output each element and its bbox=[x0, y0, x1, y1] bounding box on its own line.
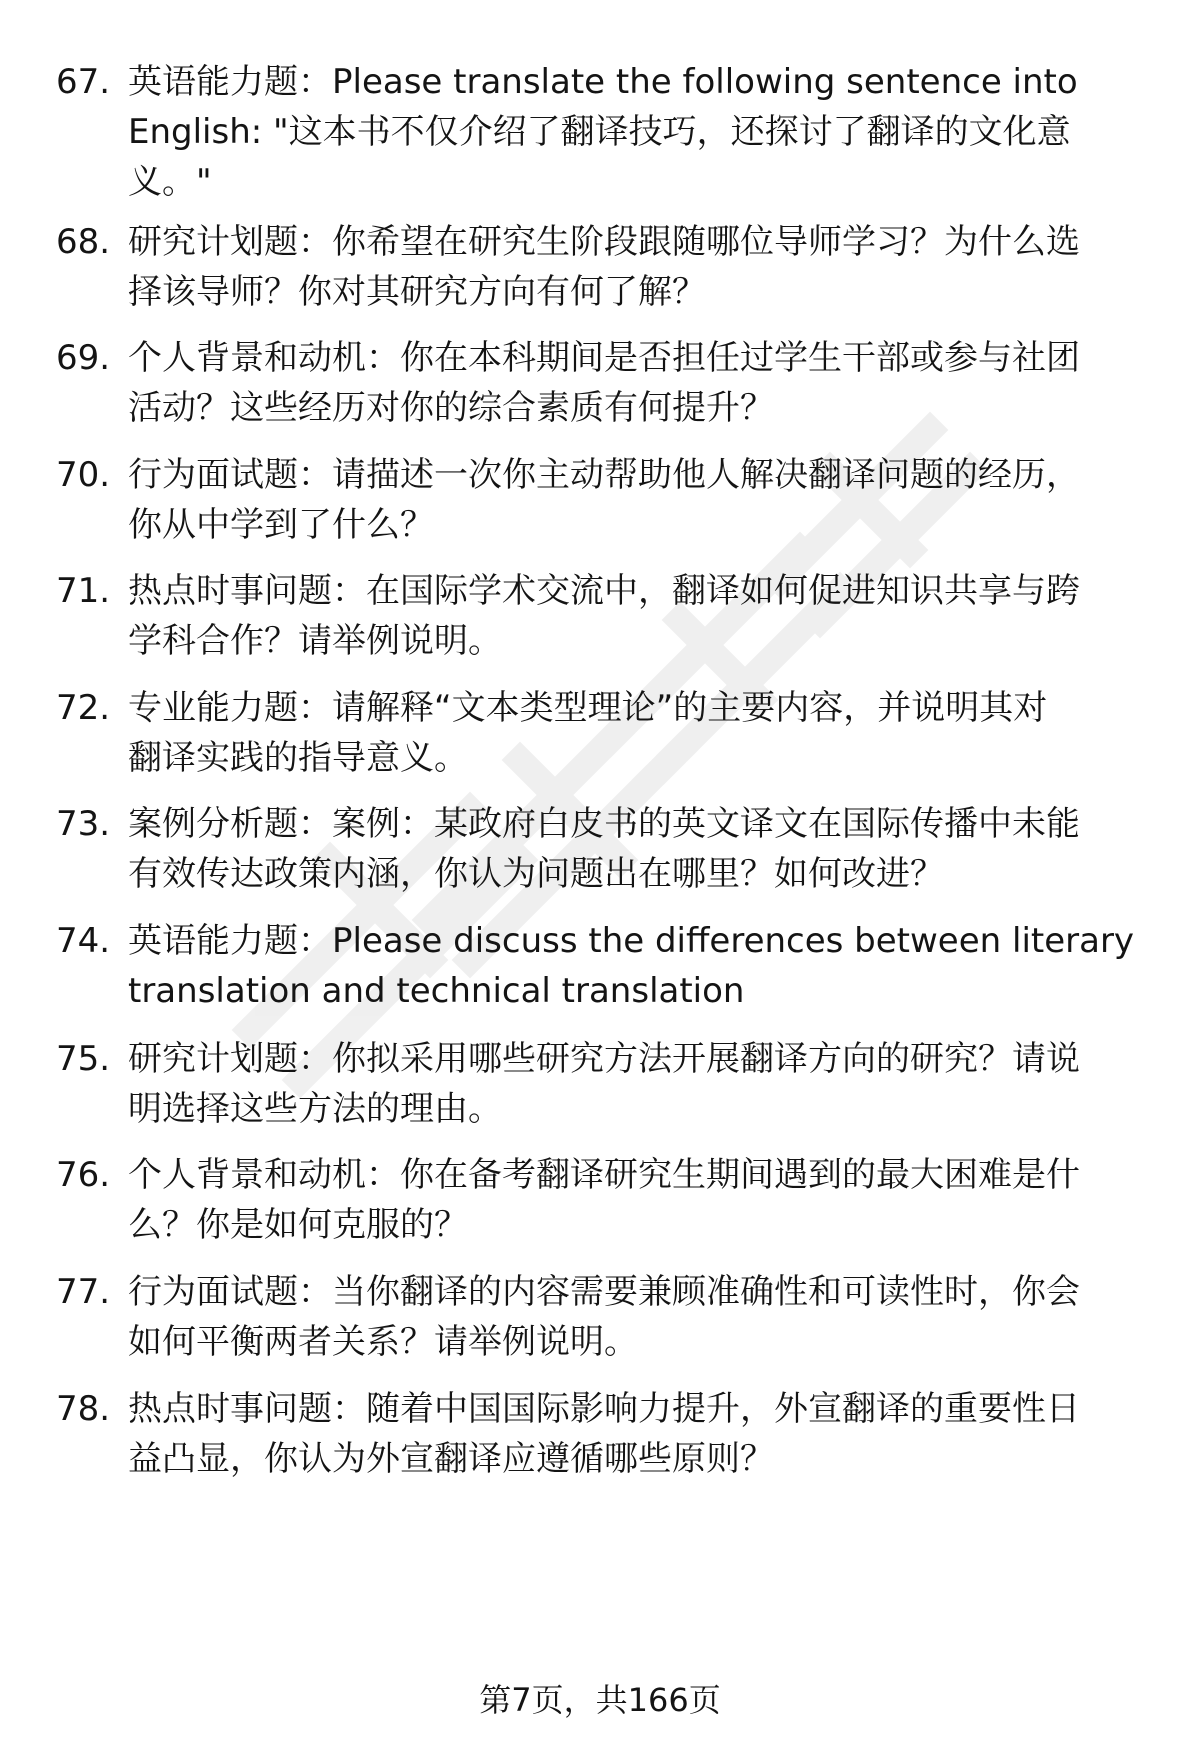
question-text: 英语能力题：Please discuss the differences between literary translation and technical translation bbox=[128, 921, 1135, 1011]
question-number: 76. bbox=[56, 1155, 111, 1195]
question-text: 英语能力题：Please translate the following sentence into English: "这本书不仅介绍了翻译技巧，还探讨了翻译的文化意 义。" bbox=[128, 62, 1078, 202]
question-text: 热点时事问题：随着中国国际影响力提升，外宣翻译的重要性日 益凸显，你认为外宣翻译应遵循哪些原则？ bbox=[128, 1389, 1080, 1479]
question-text: 个人背景和动机：你在备考翻译研究生期间遇到的最大困难是什 么？你是如何克服的？ bbox=[128, 1155, 1080, 1245]
question-number: 75. bbox=[56, 1039, 111, 1079]
question-number: 77. bbox=[56, 1272, 111, 1312]
question-number: 67. bbox=[56, 62, 111, 102]
question-number: 72. bbox=[56, 688, 111, 728]
question-number: 70. bbox=[56, 455, 111, 495]
question-text: 案例分析题：案例：某政府白皮书的英文译文在国际传播中未能 有效传达政策内涵，你认为问题出在哪里？如何改进？ bbox=[128, 804, 1080, 894]
question-text: 研究计划题：你希望在研究生阶段跟随哪位导师学习？为什么选 择该导师？你对其研究方向有何了解？ bbox=[128, 222, 1080, 312]
question-number: 73. bbox=[56, 804, 111, 844]
question-number: 71. bbox=[56, 571, 111, 611]
page-footer: 第7页，共166页 bbox=[479, 1681, 721, 1719]
question-number: 68. bbox=[56, 222, 111, 262]
question-number: 69. bbox=[56, 338, 111, 378]
question-text: 个人背景和动机：你在本科期间是否担任过学生干部或参与社团 活动？这些经历对你的综合素质有何提升？ bbox=[128, 338, 1080, 428]
question-text: 热点时事问题：在国际学术交流中，翻译如何促进知识共享与跨 学科合作？请举例说明。 bbox=[128, 571, 1080, 661]
question-text: 行为面试题：当你翻译的内容需要兼顾准确性和可读性时，你会 如何平衡两者关系？请举例说明。 bbox=[128, 1272, 1080, 1362]
question-text: 专业能力题：请解释“文本类型理论”的主要内容，并说明其对 翻译实践的指导意义。 bbox=[128, 688, 1048, 778]
question-number: 74. bbox=[56, 921, 111, 961]
question-text: 行为面试题：请描述一次你主动帮助他人解决翻译问题的经历， 你从中学到了什么？ bbox=[128, 455, 1080, 545]
question-text: 研究计划题：你拟采用哪些研究方法开展翻译方向的研究？请说 明选择这些方法的理由。 bbox=[128, 1039, 1080, 1129]
question-number: 78. bbox=[56, 1389, 111, 1429]
